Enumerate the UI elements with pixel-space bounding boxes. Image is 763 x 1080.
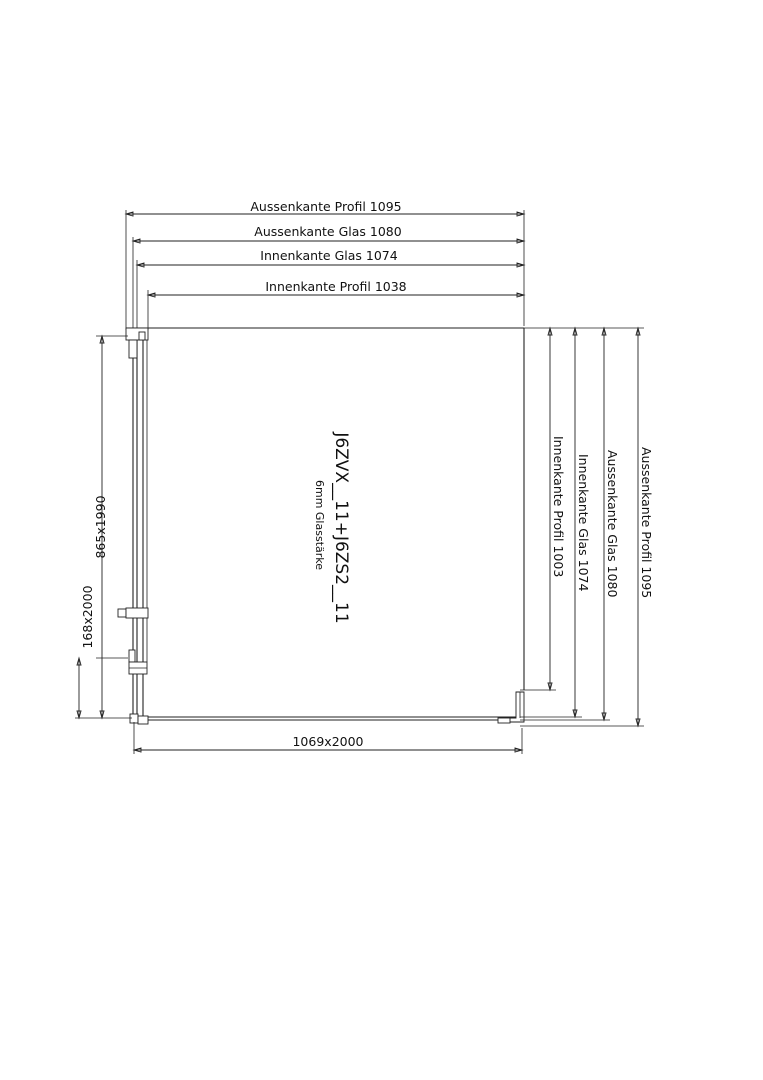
left-dimensions	[75, 336, 132, 718]
dim-side-size	[77, 585, 95, 718]
bottom-left-profile	[138, 716, 148, 724]
dim-label: Aussenkante Profil 1095	[639, 447, 654, 599]
dim-label: Innenkante Glas 1074	[576, 454, 591, 592]
product-label	[313, 431, 351, 623]
dim-label: Aussenkante Glas 1080	[254, 224, 402, 239]
model-code: J6ZVX__11+J6ZS2__11	[331, 432, 351, 624]
handle-knob	[118, 609, 126, 617]
dim-label: Aussenkante Glas 1080	[605, 450, 620, 598]
dim-label: Innenkante Profil 1038	[265, 279, 407, 294]
dim-innenkante-glas-top	[137, 248, 524, 267]
top-dimensions	[126, 199, 524, 330]
hinge-top	[129, 340, 137, 358]
right-dimensions	[520, 328, 654, 726]
dim-innenkante-profil-right	[548, 328, 566, 690]
dim-label: 865x1990	[93, 495, 108, 559]
dim-label: Innenkante Profil 1003	[551, 436, 566, 578]
dim-aussenkante-profil-right	[636, 328, 654, 726]
dim-label: 1069x2000	[292, 734, 364, 749]
dim-aussenkante-glas-top	[133, 224, 524, 243]
dim-label: Aussenkante Profil 1095	[250, 199, 402, 214]
dim-label: Innenkante Glas 1074	[260, 248, 398, 263]
glass-thickness: 6mm Glasstärke	[313, 479, 326, 571]
dim-innenkante-profil-top	[148, 279, 524, 297]
dim-aussenkante-glas-right	[602, 328, 620, 720]
door-handle	[126, 608, 148, 618]
dim-aussenkante-profil-top	[126, 199, 524, 216]
bottom-dimension	[134, 722, 522, 754]
dim-innenkante-glas-right	[573, 328, 591, 717]
dim-label: 168x2000	[80, 585, 95, 649]
dim-door-size	[93, 336, 108, 718]
